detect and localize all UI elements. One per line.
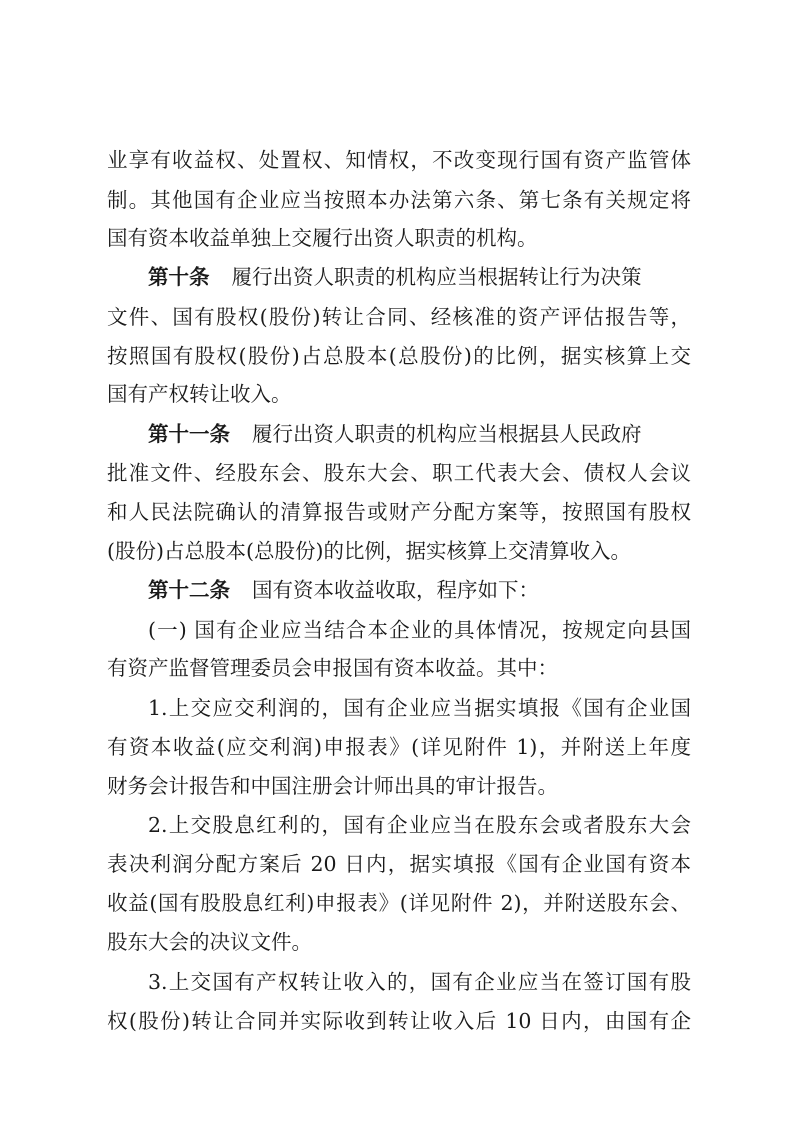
text-line: 收益(国有股股息红利)申报表》(详见附件 2)，并附送股东会、	[107, 891, 691, 915]
article-11-paragraph-start	[148, 421, 691, 447]
text-line: 1.上交应交利润的，国有企业应当据实填报《国有企业国	[148, 696, 691, 720]
text-line: 国有产权转让收入。	[107, 382, 292, 406]
text-line: 文件、国有股权(股份)转让合同、经核准的资产评估报告等，	[107, 305, 691, 329]
text-line: 国有资本收益收取，程序如下：	[252, 578, 539, 602]
text-line: 股东大会的决议文件。	[107, 930, 312, 954]
text-line: 按照国有股权(股份)占总股本(总股份)的比例，据实核算上交	[107, 344, 691, 368]
text-line: 履行出资人职责的机构应当根据县人民政府	[252, 422, 642, 446]
text-line: 2.上交股息红利的，国有企业应当在股东会或者股东大会	[148, 813, 691, 837]
text-line: (一) 国有企业应当结合本企业的具体情况，按规定向县国	[148, 618, 691, 642]
text-line: 制。其他国有企业应当按照本办法第六条、第七条有关规定将	[107, 188, 691, 212]
article-12-heading: 第十二条	[148, 578, 230, 602]
text-line: 国有资本收益单独上交履行出资人职责的机构。	[107, 226, 538, 250]
article-12-paragraph-start	[148, 577, 691, 603]
text-line: 有资本收益(应交利润)申报表》(详见附件 1)，并附送上年度	[107, 735, 691, 759]
text-line: 表决利润分配方案后 20 日内，据实填报《国有企业国有资本	[107, 852, 691, 876]
text-line: 财务会计报告和中国注册会计师出具的审计报告。	[107, 774, 558, 798]
text-line: 业享有收益权、处置权、知情权，不改变现行国有资产监管体	[107, 148, 691, 172]
text-line: 有资产监督管理委员会申报国有资本收益。其中：	[107, 656, 558, 680]
text-line: 批准文件、经股东会、股东大会、职工代表大会、债权人会议	[107, 461, 691, 485]
article-11-heading: 第十一条	[148, 422, 230, 446]
article-10-paragraph-start	[148, 264, 691, 290]
text-line: 和人民法院确认的清算报告或财产分配方案等，按照国有股权	[107, 500, 691, 524]
article-10-heading: 第十条	[148, 265, 210, 289]
text-line: (股份)占总股本(总股份)的比例，据实核算上交清算收入。	[107, 539, 631, 563]
text-line: 权(股份)转让合同并实际收到转让收入后 10 日内，由国有企	[107, 1009, 691, 1033]
text-line: 3.上交国有产权转让收入的，国有企业应当在签订国有股	[148, 970, 691, 994]
text-line: 履行出资人职责的机构应当根据转让行为决策	[231, 265, 642, 289]
